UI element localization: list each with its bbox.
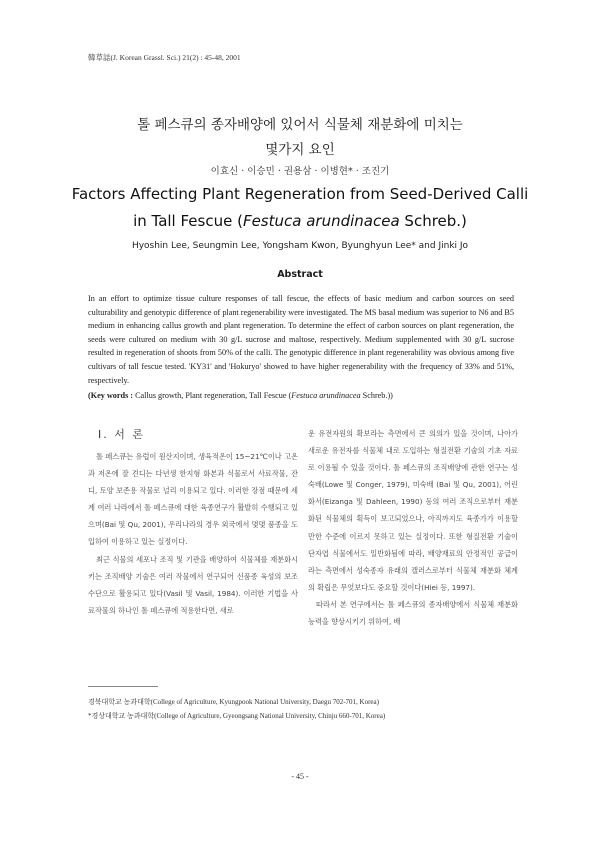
- korean-title-line1: 톨 페스큐의 종자배양에 있어서 식물체 재분화에 미치는: [137, 117, 463, 133]
- english-title-species: Festuca arundinacea: [242, 212, 400, 230]
- english-title-line1: Factors Affecting Plant Regeneration from Seed-Derived Calli: [71, 185, 529, 203]
- page-number: - 45 -: [291, 772, 309, 781]
- right-paragraph-1: 운 유전자원의 확보라는 측면에서 큰 의의가 있을 것이며, 나아가 새로운 유전자를 식물체 내로 도입하는 형질전환 기술의 기초 자료로 이용될 수 있을 것이다. 톨 페스큐의 조직배양에 관한 연구는 성숙배(Lowe 및 Conger, 1979), 미숙배 (Bai 및 Qu, 2001), 어린 화서(Eizanga 및 Dahleen, 1990) 등의 여러 조직으로부터 재분화된 식물체의 획득이 보고되었으나, 아직까지도 육종가가 이용할 만한 수준에 이르지 못하고 있는 실정이다. 또한 형질전환 기술이 단자엽 식물에서도 일반화됨에 따라, 배양재료의 안정적인 공급이라는 측면에서 성숙종자 유래의 캘러스로부터 식물체 재분화 체계의 확립은 무엇보다도 중요할 것이다(Hiei 등, 1997).: [308, 429, 518, 592]
- left-paragraph-1: 톨 페스큐는 유럽이 원산지이며, 생육적온이 15~21℃이나 고온과 저온에 잘 견디는 다년생 한지형 화본과 식물로서 사료작물, 잔디, 토양 보존용 작물로 널리 이용되고 있다. 이러한 장점 때문에 세계 여러 나라에서 톨 페스큐에 대한 육종연구가 활발히 수행되고 있으며(Bai 및 Qu, 2001), 우리나라의 경우 외국에서 몇몇 품종을 도입하여 이용하고 있는 실정이다.: [88, 452, 298, 547]
- keywords-species: Festuca arundinacea: [291, 391, 361, 400]
- right-column: [308, 425, 518, 630]
- footnote-1: 경북대학교 농과대학(College of Agriculture, Kyungpook National University, Daegu 702-701, Korea): [88, 698, 379, 706]
- english-authors: Hyoshin Lee, Seungmin Lee, Yongsham Kwon, Byunghyun Lee* and Jinki Jo: [131, 241, 469, 251]
- footnote-2: *경상대학교 농과대학(College of Agriculture, Gyeongsang National University, Chinju 660-701, Korea): [88, 712, 386, 720]
- abstract-body: In an effort to optimize tissue culture responses of tall fescue, the effects of basic medium and carbon sources on seed culturability and genotypic difference of plant regenerability were investigated. The MS basal medium was superior to N6 and B5 medium in enhancing callus growth and plant regeneration. To determine the effect of carbon sources on plant regeneration, the seeds were cultured on medium with 30 g/L sucrose and maltose, respectively. Medium supplemented with 30 g/L sucrose resulted in regeneration of shoots from 50% of the calli. The genotypic difference in plant regenerability was obvious among five cultivars of tall fescue tested. 'KY31' and 'Hokuryo' showed to have higher regenerability with the frequency of 33% and 51%, respectively.: [88, 294, 514, 385]
- english-title-suffix: Schreb.): [399, 212, 467, 230]
- keywords: [88, 389, 514, 402]
- abstract-heading: Abstract: [277, 269, 323, 280]
- keywords-label: (Key words :: [88, 391, 136, 400]
- keywords-end: Schreb.)): [360, 391, 393, 400]
- right-paragraph-2: 따라서 본 연구에서는 톨 페스큐의 종자배양에서 식물체 재분화 능력을 향상시키기 위하여, 배: [308, 599, 518, 627]
- section-heading: I. 서 론: [98, 428, 145, 441]
- journal-header: 韓草誌(J. Korean Grassl. Sci.) 21(2) : 45-48, 2001: [88, 53, 241, 62]
- left-column: [88, 448, 298, 619]
- korean-title-line2: 몇가지 요인: [265, 142, 335, 158]
- english-title-prefix: in Tall Fescue (: [133, 212, 243, 230]
- english-title-line2: [0, 212, 600, 230]
- korean-authors: 이효신 · 이승민 · 권용삼 · 이병현* · 조진기: [210, 166, 390, 177]
- keywords-text: Callus growth, Plant regeneration, Tall Fescue (: [135, 391, 292, 400]
- footnote-divider: [88, 686, 158, 687]
- left-paragraph-2: 최근 식물의 세포나 조직 및 기관을 배양하여 식물체를 재분화시키는 조직배양 기술은 여러 작물에서 연구되어 신품종 육성의 보조수단으로 활용되고 있다(Vasil 및 Vasil, 1984). 이러한 기법을 사료작물의 하나인 톨 페스큐에 적용한다면, 새로: [88, 554, 298, 615]
